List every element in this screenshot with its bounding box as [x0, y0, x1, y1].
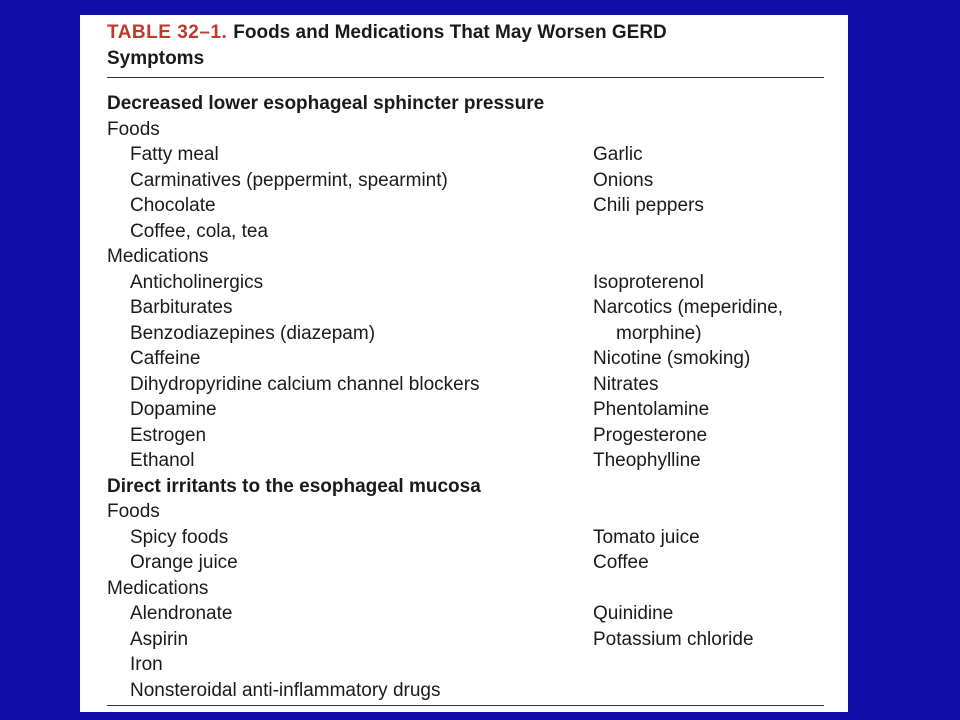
- row-left-cell: Dihydropyridine calcium channel blockers: [130, 373, 480, 395]
- table-row: [107, 678, 824, 704]
- row-left-cell: Decreased lower esophageal sphincter pressure: [107, 93, 545, 114]
- row-right-cell-continuation: morphine): [616, 322, 702, 344]
- row-right-cell: Coffee: [593, 552, 649, 573]
- row-left-cell: Dopamine: [130, 399, 217, 420]
- row-right-cell: Nitrates: [593, 373, 659, 395]
- table-body: [107, 91, 824, 703]
- row-left-cell: Spicy foods: [130, 526, 229, 548]
- subsection-heading: [107, 499, 824, 525]
- row-left-cell: Estrogen: [130, 424, 207, 446]
- row-right-cell: Progesterone: [593, 424, 708, 446]
- section-heading: [107, 474, 824, 500]
- row-left-cell: Foods: [107, 501, 160, 522]
- table-row: [107, 219, 824, 245]
- row-right-cell: Onions: [593, 169, 654, 191]
- row-right-cell: Potassium chloride: [593, 628, 754, 650]
- table-row: [107, 270, 824, 296]
- row-left-cell: Barbiturates: [130, 297, 233, 318]
- row-left-cell: Fatty meal: [130, 144, 219, 165]
- table-row: [107, 448, 824, 474]
- table-row: [107, 168, 824, 194]
- table-title-line1: Foods and Medications That May Worsen GERD: [233, 22, 667, 43]
- table-row: [107, 142, 824, 168]
- table-row: [107, 295, 824, 321]
- row-left-cell: Benzodiazepines (diazepam): [130, 322, 376, 344]
- row-left-cell: Alendronate: [130, 603, 233, 624]
- table-top-rule: [107, 77, 824, 78]
- table-title-line2: Symptoms: [107, 48, 205, 69]
- table-row: [107, 193, 824, 219]
- row-left-cell: Iron: [130, 654, 163, 675]
- table-row: [107, 346, 824, 372]
- row-left-cell: Direct irritants to the esophageal mucosa: [107, 475, 481, 497]
- row-left-cell: Aspirin: [130, 628, 189, 650]
- table-row: [107, 321, 824, 347]
- row-right-cell: Narcotics (meperidine,: [593, 297, 784, 318]
- table-title: [107, 20, 817, 72]
- table-number: TABLE 32–1.: [107, 22, 228, 43]
- section-heading: [107, 91, 824, 117]
- row-right-cell: Theophylline: [593, 450, 701, 471]
- table-row: [107, 397, 824, 423]
- subsection-heading: [107, 117, 824, 143]
- table-panel: [80, 15, 848, 712]
- subsection-heading: [107, 576, 824, 602]
- row-right-cell: Tomato juice: [593, 526, 700, 548]
- table-row: [107, 525, 824, 551]
- row-left-cell: Coffee, cola, tea: [130, 220, 269, 242]
- table-row: [107, 423, 824, 449]
- row-right-cell: Garlic: [593, 144, 643, 165]
- row-left-cell: Carminatives (peppermint, spearmint): [130, 169, 448, 191]
- table-bottom-rule: [107, 705, 824, 706]
- table-row: [107, 550, 824, 576]
- row-left-cell: Ethanol: [130, 450, 195, 471]
- row-left-cell: Chocolate: [130, 195, 216, 216]
- row-left-cell: Medications: [107, 246, 209, 267]
- subsection-heading: [107, 244, 824, 270]
- row-left-cell: Foods: [107, 118, 160, 140]
- row-right-cell: Isoproterenol: [593, 271, 704, 293]
- row-left-cell: Nonsteroidal anti-inflammatory drugs: [130, 679, 441, 701]
- row-left-cell: Caffeine: [130, 348, 201, 369]
- row-left-cell: Orange juice: [130, 552, 238, 573]
- table-row: [107, 652, 824, 678]
- row-right-cell: Chili peppers: [593, 195, 704, 216]
- row-right-cell: Phentolamine: [593, 399, 710, 420]
- table-row: [107, 372, 824, 398]
- row-left-cell: Anticholinergics: [130, 271, 264, 293]
- table-row: [107, 601, 824, 627]
- row-right-cell: Nicotine (smoking): [593, 348, 751, 369]
- row-right-cell: Quinidine: [593, 603, 674, 624]
- table-row: [107, 627, 824, 653]
- row-left-cell: Medications: [107, 577, 209, 599]
